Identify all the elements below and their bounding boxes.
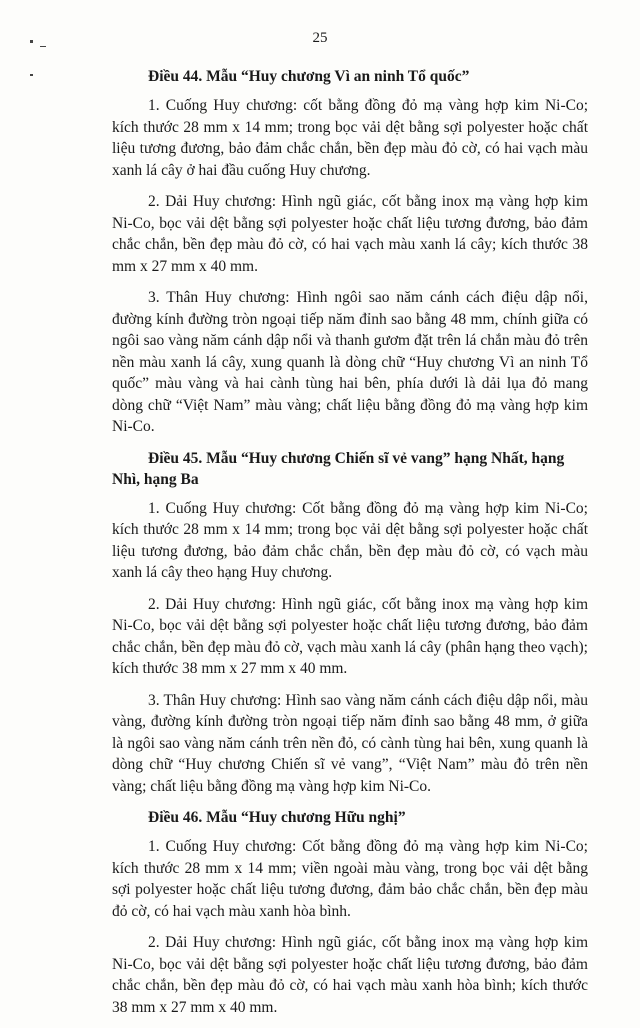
- paragraph: 2. Dải Huy chương: Hình ngũ giác, cốt bằng inox mạ vàng hợp kim Ni-Co, bọc vải dệt bằng sợi polyester hoặc chất liệu tương đương, bảo đảm chắc chắn, bền đẹp màu đỏ cờ, có hai vạch màu xanh lá cây; kích thước 38 mm x 27 mm x 40 mm.: [112, 193, 588, 275]
- article-title: Điều 45. Mẫu “Huy chương Chiến sĩ vẻ vang” hạng Nhất, hạng Nhì, hạng Ba: [112, 449, 565, 488]
- article-44: [112, 66, 588, 438]
- paragraph: 1. Cuống Huy chương: Cốt bằng đồng đỏ mạ vàng hợp kim Ni-Co; kích thước 28 mm x 14 mm; viền ngoài màu vàng, trong bọc vải dệt bằng sợi polyester hoặc chất liệu tương đương, đảm bảo chắc chắn, bền đẹp màu đỏ cờ, có hai vạch màu xanh hòa bình.: [112, 838, 588, 920]
- article-46: [112, 807, 588, 1018]
- paragraph: 3. Thân Huy chương: Hình sao vàng năm cánh cách điệu dập nổi, màu vàng, đường kính đường tròn ngoại tiếp năm đỉnh sao bằng 48 mm, ở giữa là ngôi sao vàng năm cánh trên nền đỏ, có cành tùng hai bên, xung quanh là dòng chữ “Huy chương Chiến sĩ vẻ vang”, “Việt Nam” màu đỏ trên nền vàng; chất liệu bằng đồng mạ vàng hợp kim Ni-Co.: [112, 691, 588, 795]
- paragraph: 1. Cuống Huy chương: Cốt bằng đồng đỏ mạ vàng hợp kim Ni-Co; kích thước 28 mm x 14 mm; trong bọc vải dệt bằng sợi polyester hoặc chất liệu tương đương, bảo đảm chắc chắn, bền đẹp màu đỏ cờ, có vạch màu xanh lá cây theo hạng Huy chương.: [112, 499, 588, 581]
- scan-speck: [30, 74, 33, 76]
- article-title: Điều 46. Mẫu “Huy chương Hữu nghị”: [148, 809, 406, 826]
- paragraph: 1. Cuống Huy chương: cốt bằng đồng đỏ mạ vàng hợp kim Ni-Co; kích thước 28 mm x 14 mm; trong bọc vải dệt bằng sợi polyester hoặc chất liệu tương đương, bảo đảm chắc chắn, bền đẹp màu đỏ cờ, có hai vạch màu xanh lá cây ở hai đầu cuống Huy chương.: [112, 97, 588, 179]
- article-title: Điều 44. Mẫu “Huy chương Vì an ninh Tổ quốc”: [148, 68, 470, 85]
- document-body: [112, 66, 588, 1028]
- page-number: 25: [312, 30, 328, 46]
- paragraph: 2. Dải Huy chương: Hình ngũ giác, cốt bằng inox mạ vàng hợp kim Ni-Co, bọc vải dệt bằng sợi polyester hoặc chất liệu tương đương, bảo đảm chắc chắn, bền đẹp màu đỏ cờ, vạch màu xanh lá cây (phân hạng theo vạch); kích thước 38 mm x 27 mm x 40 mm.: [112, 595, 588, 677]
- paragraph: 2. Dải Huy chương: Hình ngũ giác, cốt bằng inox mạ vàng hợp kim Ni-Co, bọc vải dệt bằng sợi polyester hoặc chất liệu tương đương, bảo đảm chắc chắn, bền đẹp màu đỏ cờ, có hai vạch màu xanh hòa bình; kích thước 38 mm x 27 mm x 40 mm.: [112, 934, 588, 1016]
- paragraph: 3. Thân Huy chương: Hình ngôi sao năm cánh cách điệu dập nổi, đường kính đường tròn ngoại tiếp năm đỉnh sao bằng 48 mm, chính giữa có ngôi sao vàng năm cánh dập nổi và thanh gươm đặt trên lá chắn màu đỏ trên nền màu xanh lá cây, xung quanh là dòng chữ “Huy chương Vì an ninh Tổ quốc” màu vàng và hai cành tùng hai bên, phía dưới là dải lụa đỏ mang dòng chữ “Việt Nam” màu vàng; chất liệu bằng đồng đỏ mạ vàng hợp kim Ni-Co.: [112, 289, 588, 435]
- article-45: [112, 448, 588, 798]
